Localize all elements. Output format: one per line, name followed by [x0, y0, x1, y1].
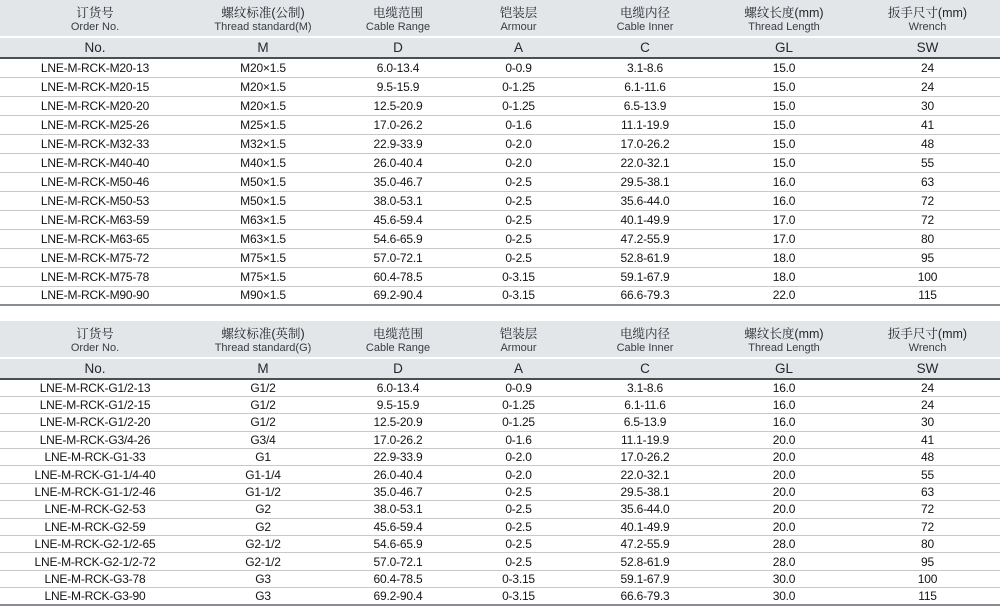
- cell: 115: [855, 588, 1000, 605]
- cell: 17.0: [713, 210, 855, 229]
- cell: 29.5-38.1: [577, 483, 713, 500]
- cell: 41: [855, 431, 1000, 448]
- col-header-cn: 螺纹长度(mm): [744, 6, 824, 20]
- cell: 15.0: [713, 77, 855, 96]
- col-symbol-no: No.: [0, 37, 190, 58]
- cell: LNE-M-RCK-M50-53: [0, 191, 190, 210]
- cell: 55: [855, 466, 1000, 483]
- cell: 0-2.5: [460, 501, 577, 518]
- col-header-thread-length: [713, 0, 855, 37]
- cell: 22.9-33.9: [336, 449, 460, 466]
- cell: LNE-M-RCK-G2-53: [0, 501, 190, 518]
- cell: 0-0.9: [460, 58, 577, 77]
- cell: LNE-M-RCK-M50-46: [0, 172, 190, 191]
- table-row: [0, 58, 1000, 77]
- cell: M20×1.5: [190, 58, 336, 77]
- col-symbol-m: M: [190, 358, 336, 379]
- cell: 57.0-72.1: [336, 248, 460, 267]
- cell: 20.0: [713, 449, 855, 466]
- cell: 3.1-8.6: [577, 379, 713, 396]
- cell: M75×1.5: [190, 267, 336, 286]
- table-row: [0, 153, 1000, 172]
- cell: 35.0-46.7: [336, 172, 460, 191]
- cell: 0-1.25: [460, 396, 577, 413]
- table-row: [0, 210, 1000, 229]
- cell: 17.0: [713, 229, 855, 248]
- col-symbol-no: No.: [0, 358, 190, 379]
- cell: LNE-M-RCK-M25-26: [0, 115, 190, 134]
- col-header-en: Thread Length: [748, 21, 820, 33]
- col-header-cn: 铠装层: [499, 6, 538, 20]
- cell: LNE-M-RCK-G1-1/4-40: [0, 466, 190, 483]
- col-header-en: Cable Inner: [616, 21, 674, 33]
- cell: 28.0: [713, 536, 855, 553]
- cell: LNE-M-RCK-M75-78: [0, 267, 190, 286]
- cell: G1-1/2: [190, 483, 336, 500]
- col-header-en: Order No.: [70, 342, 120, 354]
- cell: 17.0-26.2: [336, 431, 460, 448]
- cell: 15.0: [713, 96, 855, 115]
- table-row: [0, 96, 1000, 115]
- cell: G2-1/2: [190, 553, 336, 570]
- col-symbol-m: M: [190, 37, 336, 58]
- cell: G3: [190, 570, 336, 587]
- cell: G1-1/4: [190, 466, 336, 483]
- cell: 0-2.0: [460, 449, 577, 466]
- metric-table-body: [0, 58, 1000, 305]
- g-thread-table: [0, 321, 1000, 606]
- cell: 47.2-55.9: [577, 229, 713, 248]
- col-header-en: Thread standard(G): [214, 342, 312, 354]
- cell: 52.8-61.9: [577, 248, 713, 267]
- cell: 17.0-26.2: [577, 449, 713, 466]
- col-header-cn: 扳手尺寸(mm): [887, 6, 968, 20]
- cell: 0-1.25: [460, 414, 577, 431]
- cell: 63: [855, 483, 1000, 500]
- cell: 16.0: [713, 172, 855, 191]
- cell: 24: [855, 379, 1000, 396]
- g-table-header: [0, 321, 1000, 379]
- col-header-cn: 电缆范围: [372, 6, 423, 20]
- cell: 0-2.5: [460, 553, 577, 570]
- cell: G1: [190, 449, 336, 466]
- cell: 16.0: [713, 379, 855, 396]
- cell: 40.1-49.9: [577, 518, 713, 535]
- col-header-cable-range: [336, 321, 460, 358]
- table-row: [0, 134, 1000, 153]
- cell: 0-1.6: [460, 431, 577, 448]
- col-header-cn: 电缆内径: [619, 327, 670, 341]
- table-row: [0, 191, 1000, 210]
- cell: 66.6-79.3: [577, 588, 713, 605]
- cell: LNE-M-RCK-M20-15: [0, 77, 190, 96]
- cell: 15.0: [713, 58, 855, 77]
- cell: 30: [855, 414, 1000, 431]
- cell: M20×1.5: [190, 77, 336, 96]
- table-row: [0, 248, 1000, 267]
- col-header-cn: 螺纹标准(英制): [221, 327, 305, 341]
- cell: LNE-M-RCK-G1/2-15: [0, 396, 190, 413]
- cell: M25×1.5: [190, 115, 336, 134]
- cell: M20×1.5: [190, 96, 336, 115]
- table-row: [0, 501, 1000, 518]
- cell: M32×1.5: [190, 134, 336, 153]
- cell: 6.1-11.6: [577, 77, 713, 96]
- cell: 54.6-65.9: [336, 229, 460, 248]
- col-header-armour: [460, 321, 577, 358]
- metric-table-header: [0, 0, 1000, 58]
- cell: 41: [855, 115, 1000, 134]
- col-header-en: Cable Range: [365, 342, 431, 354]
- col-symbol-sw: SW: [855, 37, 1000, 58]
- col-header-thread-standard: [190, 0, 336, 37]
- cell: LNE-M-RCK-M40-40: [0, 153, 190, 172]
- col-header-cable-inner: [577, 321, 713, 358]
- cell: LNE-M-RCK-G2-59: [0, 518, 190, 535]
- cell: 28.0: [713, 553, 855, 570]
- cell: 9.5-15.9: [336, 77, 460, 96]
- cell: LNE-M-RCK-G1/2-20: [0, 414, 190, 431]
- col-header-en: Cable Inner: [616, 342, 674, 354]
- col-symbol-d: D: [336, 37, 460, 58]
- cell: 20.0: [713, 431, 855, 448]
- col-header-wrench: [855, 321, 1000, 358]
- col-header-cn: 订货号: [76, 327, 114, 341]
- cell: 38.0-53.1: [336, 501, 460, 518]
- cell: 60.4-78.5: [336, 570, 460, 587]
- cell: 69.2-90.4: [336, 588, 460, 605]
- cell: 0-2.5: [460, 210, 577, 229]
- table-row: [0, 483, 1000, 500]
- cell: 18.0: [713, 248, 855, 267]
- col-header-armour: [460, 0, 577, 37]
- cell: M63×1.5: [190, 229, 336, 248]
- cell: 20.0: [713, 501, 855, 518]
- cell: 0-3.15: [460, 267, 577, 286]
- cell: 0-1.6: [460, 115, 577, 134]
- cell: 30.0: [713, 570, 855, 587]
- cell: 12.5-20.9: [336, 414, 460, 431]
- col-header-order-no: [0, 0, 190, 37]
- cell: G2: [190, 501, 336, 518]
- cell: LNE-M-RCK-M20-13: [0, 58, 190, 77]
- header-symbol-row: [0, 358, 1000, 379]
- cell: LNE-M-RCK-M90-90: [0, 286, 190, 305]
- table-gap: [0, 306, 1000, 321]
- cell: 80: [855, 536, 1000, 553]
- cell: G1/2: [190, 379, 336, 396]
- cell: LNE-M-RCK-M63-59: [0, 210, 190, 229]
- cell: M90×1.5: [190, 286, 336, 305]
- table-row: [0, 518, 1000, 535]
- cell: 0-3.15: [460, 588, 577, 605]
- table-row: [0, 536, 1000, 553]
- cell: LNE-M-RCK-G1-33: [0, 449, 190, 466]
- cell: 0-1.25: [460, 77, 577, 96]
- cell: 35.6-44.0: [577, 191, 713, 210]
- col-header-thread-standard: [190, 321, 336, 358]
- cell: 6.0-13.4: [336, 379, 460, 396]
- col-header-cable-inner: [577, 0, 713, 37]
- table-row: [0, 77, 1000, 96]
- col-header-en: Cable Range: [365, 21, 431, 33]
- cell: 15.0: [713, 115, 855, 134]
- col-symbol-c: C: [577, 37, 713, 58]
- cell: 0-0.9: [460, 379, 577, 396]
- cell: 54.6-65.9: [336, 536, 460, 553]
- col-header-en: Armour: [500, 21, 537, 33]
- cell: M40×1.5: [190, 153, 336, 172]
- cell: LNE-M-RCK-G2-1/2-72: [0, 553, 190, 570]
- cell: LNE-M-RCK-G1-1/2-46: [0, 483, 190, 500]
- cell: 72: [855, 210, 1000, 229]
- cell: 15.0: [713, 134, 855, 153]
- cell: 20.0: [713, 483, 855, 500]
- cell: 17.0-26.2: [577, 134, 713, 153]
- cell: 0-1.25: [460, 96, 577, 115]
- cell: 0-2.5: [460, 536, 577, 553]
- cell: 29.5-38.1: [577, 172, 713, 191]
- col-header-en: Wrench: [908, 21, 947, 33]
- table-row: [0, 588, 1000, 605]
- cell: 52.8-61.9: [577, 553, 713, 570]
- col-header-thread-length: [713, 321, 855, 358]
- header-label-row: [0, 0, 1000, 37]
- cell: G1/2: [190, 396, 336, 413]
- col-symbol-c: C: [577, 358, 713, 379]
- col-symbol-gl: GL: [713, 37, 855, 58]
- table-row: [0, 229, 1000, 248]
- cell: 100: [855, 570, 1000, 587]
- cell: LNE-M-RCK-G3-90: [0, 588, 190, 605]
- cell: LNE-M-RCK-G3-78: [0, 570, 190, 587]
- cell: 22.0-32.1: [577, 466, 713, 483]
- col-header-cn: 电缆内径: [619, 6, 670, 20]
- cell: G2-1/2: [190, 536, 336, 553]
- cell: 3.1-8.6: [577, 58, 713, 77]
- cell: 57.0-72.1: [336, 553, 460, 570]
- header-label-row: [0, 321, 1000, 358]
- cell: 16.0: [713, 191, 855, 210]
- cell: 20.0: [713, 518, 855, 535]
- cell: 72: [855, 191, 1000, 210]
- cell: 48: [855, 134, 1000, 153]
- cell: LNE-M-RCK-M63-65: [0, 229, 190, 248]
- cell: G3: [190, 588, 336, 605]
- col-header-en: Armour: [500, 342, 537, 354]
- cell: M50×1.5: [190, 172, 336, 191]
- col-symbol-sw: SW: [855, 358, 1000, 379]
- cell: M75×1.5: [190, 248, 336, 267]
- cell: 59.1-67.9: [577, 267, 713, 286]
- col-header-en: Thread standard(M): [214, 21, 312, 33]
- table-row: [0, 286, 1000, 305]
- cell: 0-2.5: [460, 229, 577, 248]
- col-header-order-no: [0, 321, 190, 358]
- cell: M63×1.5: [190, 210, 336, 229]
- table-row: [0, 466, 1000, 483]
- table-row: [0, 172, 1000, 191]
- cell: LNE-M-RCK-M75-72: [0, 248, 190, 267]
- cell: 11.1-19.9: [577, 115, 713, 134]
- col-symbol-d: D: [336, 358, 460, 379]
- cell: 35.0-46.7: [336, 483, 460, 500]
- cell: 0-2.5: [460, 518, 577, 535]
- col-header-cn: 铠装层: [499, 327, 538, 341]
- cell: 6.0-13.4: [336, 58, 460, 77]
- cell: 47.2-55.9: [577, 536, 713, 553]
- cell: 35.6-44.0: [577, 501, 713, 518]
- cell: 55: [855, 153, 1000, 172]
- cell: 0-3.15: [460, 286, 577, 305]
- cell: 22.9-33.9: [336, 134, 460, 153]
- cell: 16.0: [713, 414, 855, 431]
- cell: G3/4: [190, 431, 336, 448]
- cell: G2: [190, 518, 336, 535]
- table-row: [0, 115, 1000, 134]
- header-symbol-row: [0, 37, 1000, 58]
- col-header-cable-range: [336, 0, 460, 37]
- cell: 6.5-13.9: [577, 414, 713, 431]
- cell: LNE-M-RCK-G2-1/2-65: [0, 536, 190, 553]
- col-header-wrench: [855, 0, 1000, 37]
- cell: 12.5-20.9: [336, 96, 460, 115]
- cell: 30.0: [713, 588, 855, 605]
- table-row: [0, 449, 1000, 466]
- cell: 24: [855, 396, 1000, 413]
- cell: 22.0: [713, 286, 855, 305]
- table-row: [0, 570, 1000, 587]
- cell: 9.5-15.9: [336, 396, 460, 413]
- col-symbol-a: A: [460, 358, 577, 379]
- cell: 6.1-11.6: [577, 396, 713, 413]
- col-symbol-gl: GL: [713, 358, 855, 379]
- table-row: [0, 396, 1000, 413]
- cell: 95: [855, 553, 1000, 570]
- col-header-cn: 订货号: [76, 6, 114, 20]
- cell: 48: [855, 449, 1000, 466]
- table-row: [0, 267, 1000, 286]
- cell: 59.1-67.9: [577, 570, 713, 587]
- cell: 66.6-79.3: [577, 286, 713, 305]
- g-table-body: [0, 379, 1000, 605]
- cell: 115: [855, 286, 1000, 305]
- col-header-en: Thread Length: [748, 342, 820, 354]
- cell: 24: [855, 77, 1000, 96]
- cell: 38.0-53.1: [336, 191, 460, 210]
- cell: 26.0-40.4: [336, 153, 460, 172]
- cell: 40.1-49.9: [577, 210, 713, 229]
- col-header-cn: 扳手尺寸(mm): [887, 327, 968, 341]
- col-header-en: Wrench: [908, 342, 947, 354]
- col-header-cn: 螺纹长度(mm): [744, 327, 824, 341]
- cell: 0-3.15: [460, 570, 577, 587]
- cell: 0-2.5: [460, 191, 577, 210]
- table-row: [0, 379, 1000, 396]
- cell: 22.0-32.1: [577, 153, 713, 172]
- cell: 11.1-19.9: [577, 431, 713, 448]
- cell: 45.6-59.4: [336, 210, 460, 229]
- cell: 16.0: [713, 396, 855, 413]
- cell: LNE-M-RCK-G3/4-26: [0, 431, 190, 448]
- cell: 0-2.5: [460, 172, 577, 191]
- cell: 72: [855, 501, 1000, 518]
- cell: 69.2-90.4: [336, 286, 460, 305]
- cell: 60.4-78.5: [336, 267, 460, 286]
- cell: G1/2: [190, 414, 336, 431]
- table-row: [0, 414, 1000, 431]
- cell: 20.0: [713, 466, 855, 483]
- cell: 18.0: [713, 267, 855, 286]
- cell: 24: [855, 58, 1000, 77]
- cell: 26.0-40.4: [336, 466, 460, 483]
- cell: LNE-M-RCK-M32-33: [0, 134, 190, 153]
- cell: 0-2.0: [460, 153, 577, 172]
- table-row: [0, 553, 1000, 570]
- col-header-cn: 电缆范围: [372, 327, 423, 341]
- col-header-cn: 螺纹标准(公制): [221, 6, 305, 20]
- cell: M50×1.5: [190, 191, 336, 210]
- col-header-en: Order No.: [70, 21, 120, 33]
- cell: 0-2.0: [460, 134, 577, 153]
- cell: 30: [855, 96, 1000, 115]
- cell: 6.5-13.9: [577, 96, 713, 115]
- cell: 0-2.5: [460, 248, 577, 267]
- table-row: [0, 431, 1000, 448]
- cell: LNE-M-RCK-M20-20: [0, 96, 190, 115]
- cell: 17.0-26.2: [336, 115, 460, 134]
- col-symbol-a: A: [460, 37, 577, 58]
- cell: 63: [855, 172, 1000, 191]
- cell: 80: [855, 229, 1000, 248]
- cell: 0-2.5: [460, 483, 577, 500]
- cell: 95: [855, 248, 1000, 267]
- cell: 45.6-59.4: [336, 518, 460, 535]
- cell: 0-2.0: [460, 466, 577, 483]
- cell: 72: [855, 518, 1000, 535]
- cell: 100: [855, 267, 1000, 286]
- cell: LNE-M-RCK-G1/2-13: [0, 379, 190, 396]
- cell: 15.0: [713, 153, 855, 172]
